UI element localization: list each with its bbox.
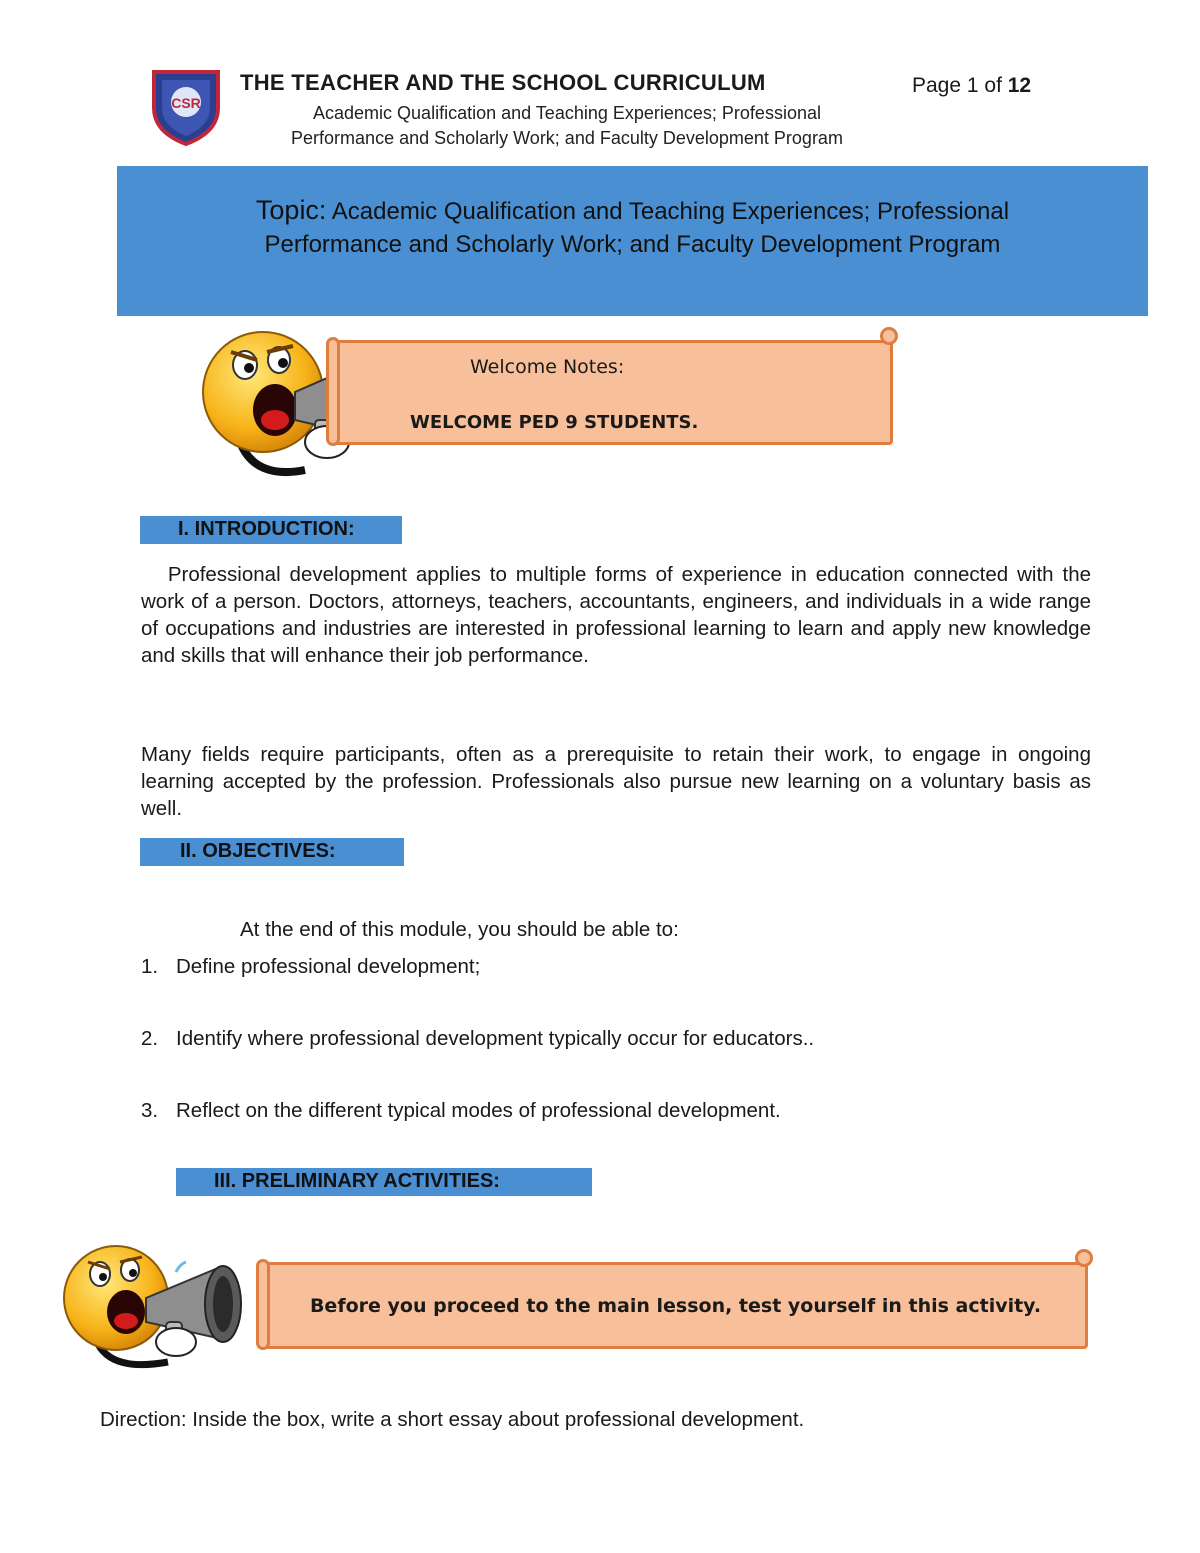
objectives-lead: At the end of this module, you should be able to: <box>240 918 679 941</box>
welcome-notes-heading: Welcome Notes: <box>470 356 625 378</box>
topic-label: Topic: <box>255 195 327 225</box>
topic-banner <box>117 166 1148 316</box>
activity-banner-text: Before you proceed to the main lesson, test yourself in this activity. <box>309 1295 1042 1317</box>
topic-line1: Academic Qualification and Teaching Experiences; Professional <box>331 198 1010 225</box>
document-subtitle: Academic Qualification and Teaching Experiences; Professional Performance and Scholarly Work; and Faculty Development Program <box>291 103 843 148</box>
direction-text: Direction: Inside the box, write a short essay about professional development. <box>100 1408 805 1431</box>
objective-item: 1. Define professional development; <box>141 955 481 978</box>
svg-text:CSR: CSR <box>171 95 201 111</box>
objectives-header: II. OBJECTIVES: <box>140 838 404 866</box>
topic-line2: Performance and Scholarly Work; and Faculty Development Program <box>264 231 1001 258</box>
document-title: THE TEACHER AND THE SCHOOL CURRICULUM <box>240 70 766 95</box>
introduction-header: I. INTRODUCTION: <box>140 516 402 544</box>
page-indicator: Page 1 of 12 <box>912 74 1032 97</box>
objective-item: 3. Reflect on the different typical modes of professional development. <box>141 1099 781 1122</box>
school-logo <box>150 68 222 146</box>
introduction-paragraph-2: Many fields require participants, often as a prerequisite to retain their work, to engage in ongoing learning accepted by the profession. Professionals also pursue new learning on a voluntary basis as well. <box>141 743 1091 820</box>
megaphone-mascot-icon <box>58 1244 258 1374</box>
preliminary-activities-header: III. PRELIMINARY ACTIVITIES: <box>176 1168 592 1196</box>
welcome-message: WELCOME PED 9 STUDENTS. <box>410 412 699 433</box>
objective-item: 2. Identify where professional development typically occur for educators.. <box>141 1027 815 1050</box>
introduction-paragraph-1: Professional development applies to multiple forms of experience in education connected with the work of a person. Doctors, attorneys, teachers, accountants, engineers, and individuals in a wide range of occupations and industries are interested in professional learning to learn and apply new knowledge and skills that will enhance their job performance. <box>141 563 1091 667</box>
